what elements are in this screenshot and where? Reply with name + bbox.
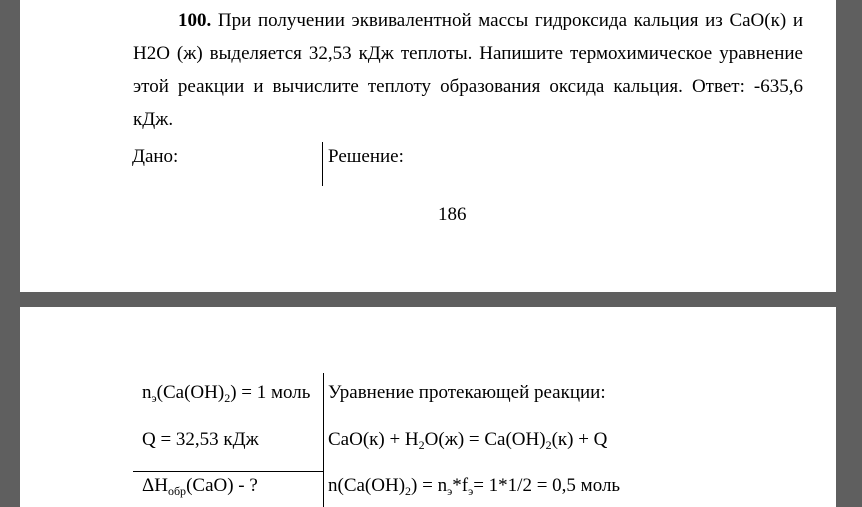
page-number: 186: [438, 204, 467, 225]
moles-calculation: $n(Ca(OH)_2) = n_э*f_э= 1*1/2 = 0,5$ моль: [328, 475, 621, 498]
document-page-bottom: [20, 307, 836, 507]
solution-label: Решение:: [328, 146, 404, 167]
column-divider: [322, 142, 323, 186]
given-heat: Q = 32,53 кДж: [142, 429, 259, 450]
column-divider: [323, 373, 324, 507]
problem-paragraph: [133, 4, 803, 136]
problem-text: При получении эквивалентной массы гидроксида кальция из СаО(к) и Н2О (ж) выделяется 32,53 кДж теплоты. Напишите термохимическое уравнение этой реакции и вычислите теплоту образования оксида кальция. Ответ: -635,6 кДж.: [133, 10, 803, 130]
problem-number: 100.: [178, 10, 212, 31]
given-separator-line: [133, 471, 323, 472]
document-page-top: [20, 0, 836, 292]
reaction-equation: $CaO(к) + H_2O(ж) = Ca(OH)_2(к) + Q$: [328, 429, 608, 452]
given-amount: $n_э(Ca(OH)_2) = 1$ моль: [142, 382, 311, 405]
given-label: Дано:: [132, 146, 179, 167]
given-unknown: $\Delta H_{обр}(CaO)$ - ?: [142, 475, 258, 498]
solution-line-1: Уравнение протекающей реакции:: [328, 382, 606, 403]
